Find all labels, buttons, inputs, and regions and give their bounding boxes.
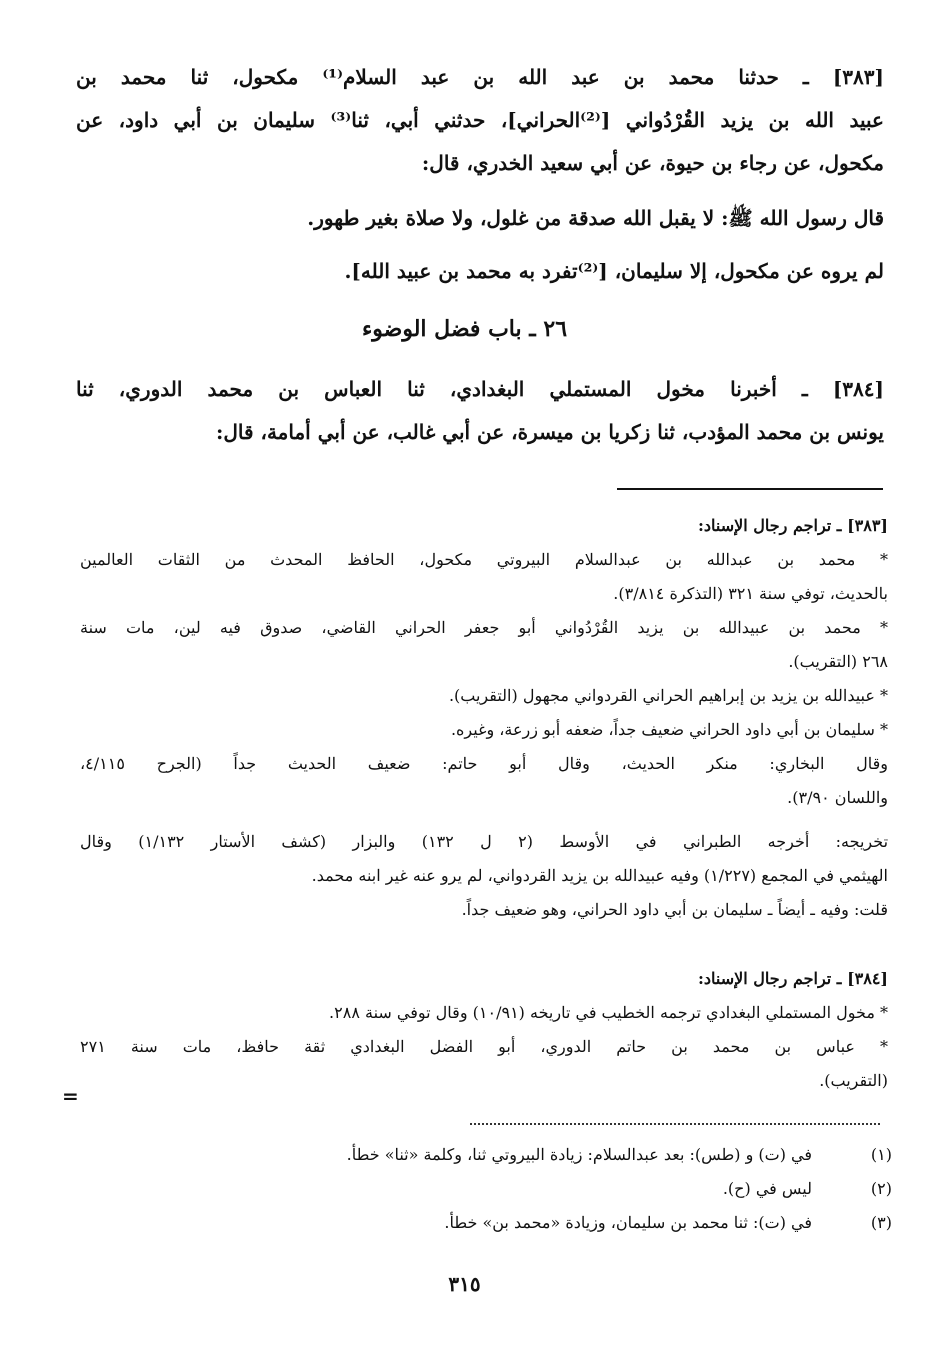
continuation-mark: = [62, 1084, 79, 1108]
footnote-number: (٣) [870, 1213, 892, 1232]
notes-383-narrator-1b: بالحديث، توفي سنة ٣٢١ (التذكرة ٣/٨١٤). [613, 584, 888, 603]
notes-383-narrator-1a: * محمد بن عبدالله بن عبدالسلام البيروتي مكحول، الحافظ المحدث من الثقات العالمين [80, 550, 888, 569]
footnote-item [80, 1172, 892, 1206]
chapter-heading: ٢٦ ـ باب فضل الوضوء [361, 316, 568, 342]
hadith-384 [76, 368, 884, 454]
notes-384-narrator-2a: * عباس بن محمد بن حاتم الدوري، أبو الفضل البغدادي ثقة حافظ، مات سنة ٢٧١ [80, 1037, 888, 1056]
hadith-383-line-2: عبيد الله بن يزيد القُرْدُواني [⁽²⁾الحراني]، حدثني أبي، ثنا⁽³⁾ سليمان بن أبي داود، عن [76, 108, 884, 132]
footnote-item [80, 1206, 892, 1240]
notes-383-narrator-3: * عبيدالله بن يزيد بن إبراهيم الحراني القردواني مجهول (التقريب). [448, 686, 888, 705]
notes-384-header: [٣٨٤] ـ تراجم رجال الإسناد: [698, 969, 888, 988]
notes-separator-rule [617, 488, 883, 490]
notes-383-narrator-2b: ٢٦٨ (التقريب). [788, 652, 888, 671]
footnotes [80, 1138, 892, 1240]
notes-383-narrator-2a: * محمد بن عبيدالله بن يزيد القُرْدُواني أبو جعفر الحراني القاضي، صدوق فيه لين، مات سنة [80, 618, 889, 637]
notes-383-takhrij-3: قلت: وفيه ـ أيضاً ـ سليمان بن أبي داود الحراني، وهو ضعيف جداً. [461, 900, 888, 919]
hadith-383 [76, 56, 884, 293]
notes-383-header: [٣٨٣] ـ تراجم رجال الإسناد: [698, 516, 888, 535]
footnote-number: (٢) [870, 1179, 892, 1198]
hadith-383-comment: لم يروه عن مكحول، إلا سليمان، [⁽²⁾تفرد به محمد بن عبيد الله]. [344, 259, 884, 283]
notes-383-takhrij-1: تخريجه: أخرجه الطبراني في الأوسط (٢ ل ١٣٢) والبزار (كشف الأستار ١/١٣٢) وقال [80, 832, 889, 851]
footnote-text: ليس في (ح). [722, 1179, 812, 1198]
hadith-383-matn: قال رسول الله ﷺ: لا يقبل الله صدقة من غلول، ولا صلاة بغير طهور. [307, 206, 884, 230]
notes-384 [80, 962, 888, 1098]
notes-384-narrator-1: * مخول المستملي البغدادي ترجمه الخطيب في تاريخه (١٠/٩١) وقال توفي سنة ٢٨٨. [329, 1003, 888, 1022]
notes-383 [80, 509, 888, 927]
footnote-item [80, 1138, 892, 1172]
hadith-384-line-2: يونس بن محمد المؤدب، ثنا زكريا بن ميسرة، عن أبي غالب، عن أبي أمامة، قال: [215, 420, 884, 444]
notes-383-narrator-4: * سليمان بن أبي داود الحراني ضعيف جداً، ضعفه أبو زرعة، وغيره. [450, 720, 888, 739]
notes-384-narrator-2b: (التقريب). [819, 1071, 888, 1090]
hadith-383-line-1: [٣٨٣] ـ حدثنا محمد بن عبد الله بن عبد السلام⁽¹⁾ مكحول، ثنا محمد بن [76, 65, 884, 89]
hadith-384-line-1: [٣٨٤] ـ أخبرنا مخول المستملي البغدادي، ثنا العباس بن محمد الدوري، ثنا [76, 377, 884, 401]
notes-383-narrator-5b: واللسان ٣/٩٠). [787, 788, 888, 807]
footnote-text: في (ت) و (طس): بعد عبدالسلام: زيادة البيروتي ثنا، وكلمة «ثنا» خطأ. [346, 1145, 812, 1164]
footnote-number: (١) [870, 1145, 892, 1164]
footnote-text: في (ت): ثنا محمد بن سليمان، وزيادة «محمد بن» خطأ. [444, 1213, 812, 1232]
footnotes-separator [470, 1123, 880, 1125]
hadith-383-line-3: مكحول، عن رجاء بن حيوة، عن أبي سعيد الخدري، قال: [421, 151, 884, 175]
page-number: ٣١٥ [448, 1272, 481, 1296]
notes-383-takhrij-2: الهيثمي في المجمع (١/٢٢٧) وفيه عبيدالله بن يزيد القردواني، لم يرو عنه غير ابنه محمد. [311, 866, 888, 885]
notes-383-narrator-5a: وقال البخاري: منكر الحديث، وقال أبو حاتم: ضعيف الحديث جداً (الجرح ٤/١١٥، [80, 754, 888, 773]
